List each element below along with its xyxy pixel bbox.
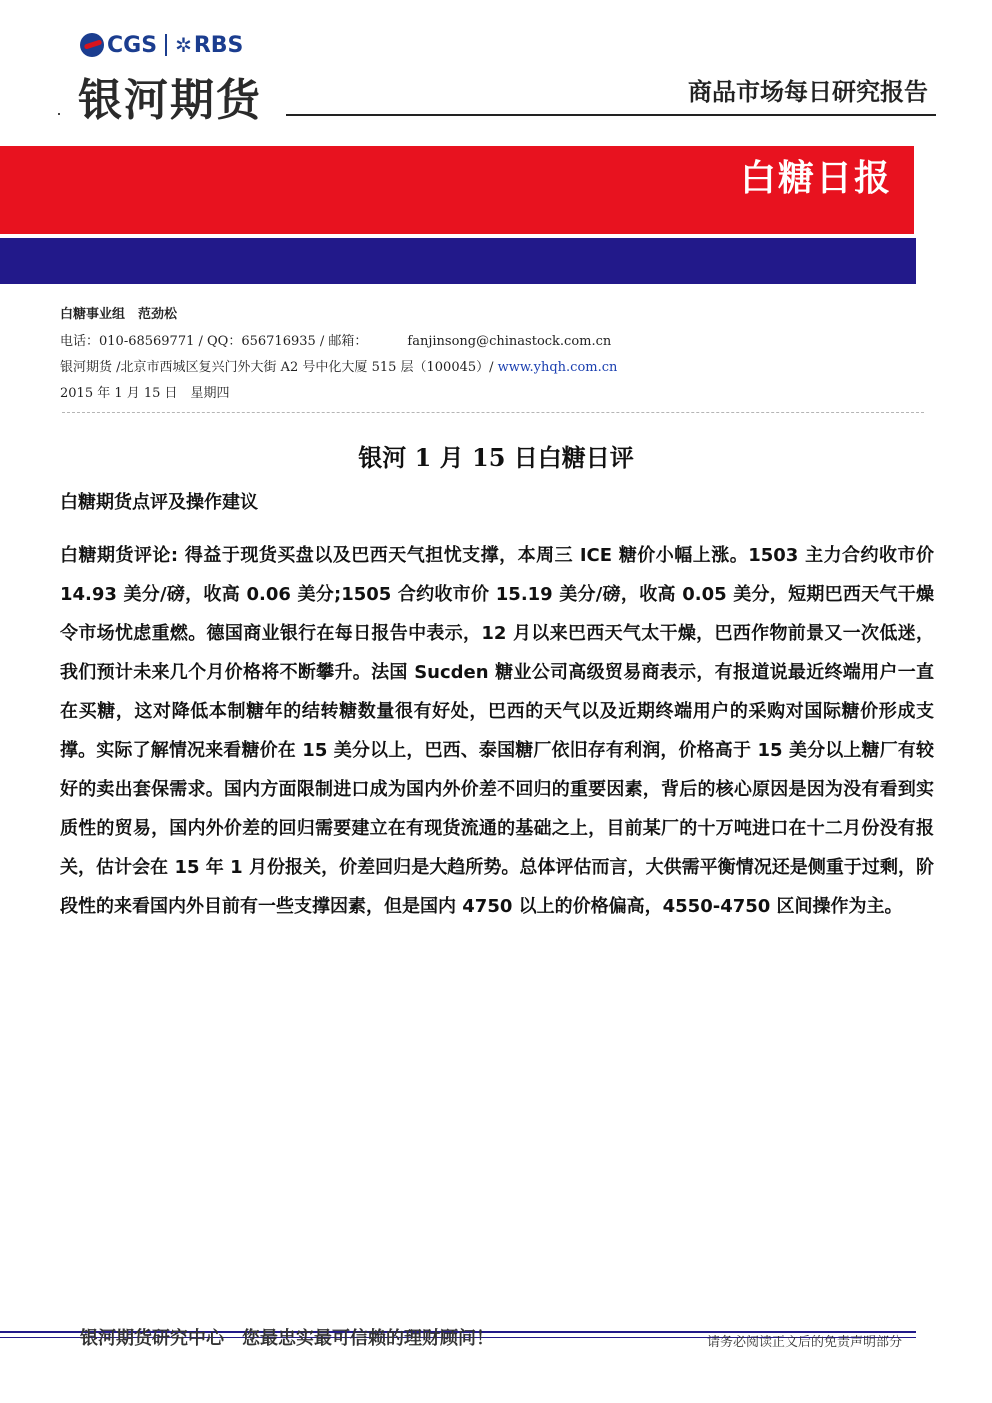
phone-text: 电话：010-68569771 / QQ：656716935 / 邮箱： <box>60 334 368 349</box>
address-line <box>60 356 617 375</box>
header-rule <box>286 114 936 116</box>
section-heading: 白糖期货点评及操作建议 <box>60 492 258 513</box>
report-date: 2015 年 1 月 15 日 星期四 <box>60 386 230 401</box>
logo-cgs-text: CGS <box>107 32 158 58</box>
header-dot <box>58 113 60 115</box>
cgs-logo-icon <box>80 33 104 57</box>
report-series-title: 商品市场每日研究报告 <box>688 78 928 106</box>
logo-rbs-text: RBS <box>193 32 244 58</box>
website-link[interactable]: www.yhqh.com.cn <box>497 360 618 375</box>
author-line: 白糖事业组 范劲松 <box>60 307 178 322</box>
banner-title: 白糖日报 <box>739 158 892 199</box>
company-name-logo: 银河期货 <box>78 75 262 126</box>
brand-logo <box>80 32 243 58</box>
email-link[interactable]: fanjinsong@chinastock.com.cn <box>407 334 612 349</box>
banner-navy-band <box>0 238 916 284</box>
address-text: 银河期货 /北京市西城区复兴门外大街 A2 号中化大厦 515 层（100045）/ <box>60 360 498 375</box>
dashed-divider <box>62 412 924 413</box>
logo-divider <box>165 34 167 56</box>
footer-disclaimer-note: 请务必阅读正文后的免责声明部分 <box>706 1335 902 1350</box>
rbs-logo-icon: ✲ <box>175 33 192 57</box>
document-title: 银河 1 月 15 日白糖日评 <box>358 443 634 472</box>
phone-line <box>60 330 611 349</box>
footer-slogan: 银河期货研究中心 您最忠实最可信赖的理财顾问！ <box>80 1328 494 1349</box>
commentary-paragraph: 白糖期货评论: 得益于现货买盘以及巴西天气担忧支撑，本周三 ICE 糖价小幅上涨。1503 主力合约收市价 14.93 美分/磅，收高 0.06 美分;1505 合约收市价 15.19 美分/磅，收高 0.05 美分，短期巴西天气干燥令市场忧虑重燃。德国商业银行在每日报告中表示，12 月以来巴西天气太干燥，巴西作物前景又一次低迷，我们预计未来几个月价格将不断攀升。法国 Sucden 糖业公司高级贸易商表示，有报道说最近终端用户一直在买糖，这对降低本制糖年的结转糖数量很有好处，巴西的天气以及近期终端用户的采购对国际糖价形成支撑。实际了解情况来看糖价在 15 美分以上，巴西、泰国糖厂依旧存有利润，价格高于 15 美分以上糖厂有较好的卖出套保需求。国内方面限制进口成为国内外价差不回归的重要因素，背后的核心原因是因为没有看到实质性的贸易，国内外价差的回归需要建立在有现货流通的基础之上，目前某厂的十万吨进口在十二月份没有报关，估计会在 15 年 1 月份报关，价差回归是大趋所势。总体评估而言，大供需平衡情况还是侧重于过剩，阶段性的来看国内外目前有一些支撑因素，但是国内 4750 以上的价格偏高，4550-4750 区间操作为主。 <box>60 545 934 917</box>
